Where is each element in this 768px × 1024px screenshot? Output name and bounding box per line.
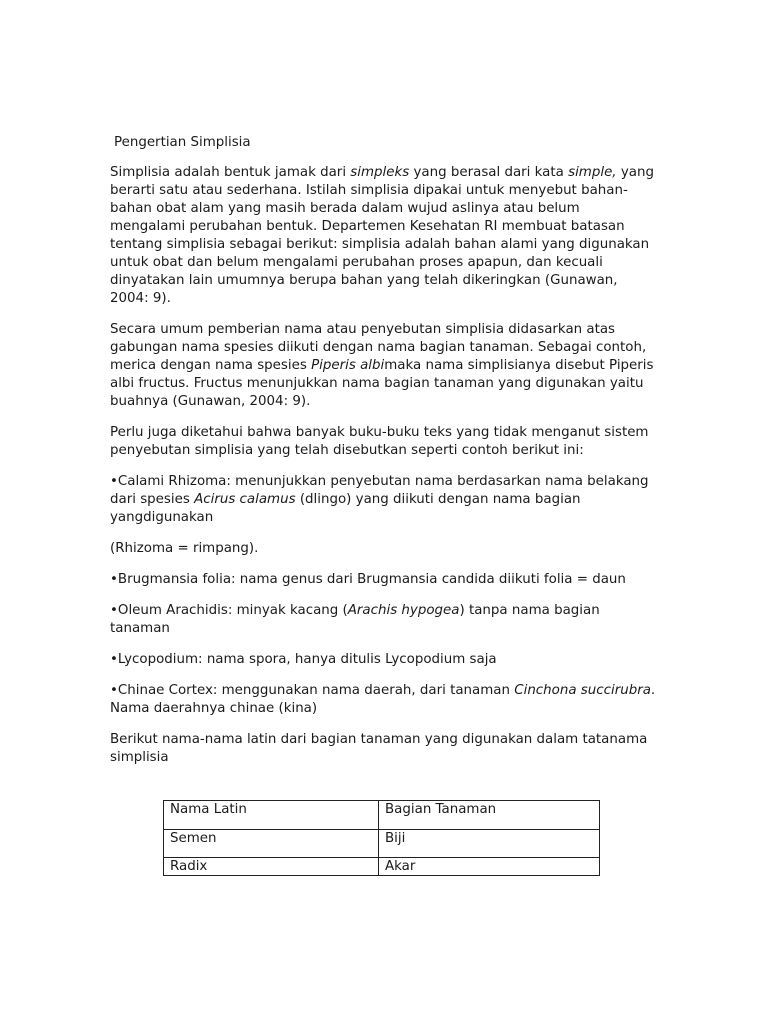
table-cell: Akar (379, 858, 600, 876)
table-cell: Semen (164, 830, 379, 858)
page-title: Pengertian Simplisia (114, 135, 251, 150)
paragraph-definition: Simplisia adalah bentuk jamak dari simpleks yang berasal dari kata simple, yang berarti satu atau sederhana. Istilah simplisia dipakai untuk menyebut bahan-bahan obat alam yang masih berada dalam wujud aslinya atau belum mengalami perubahan bentuk. Departemen Kesehatan RI membuat batasan tentang simplisia sebagai berikut: simplisia adalah bahan alami yang digunakan untuk obat dan belum mengalami perubahan proses apapun, dan kecuali dinyatakan lain umumnya berupa bahan yang telah dikeringkan (Gunawan, 2004: 9). (110, 165, 654, 306)
table-cell: Radix (164, 858, 379, 876)
document-body (110, 134, 658, 780)
bullet-brugmansia: •Brugmansia folia: nama genus dari Brugmansia candida diikuti folia = daun (110, 572, 626, 587)
paragraph-exceptions: Perlu juga diketahui bahwa banyak buku-buku teks yang tidak menganut sistem penyebutan simplisia yang telah disebutkan seperti contoh berikut ini: (110, 425, 649, 458)
bullet-oleum-arachidis: •Oleum Arachidis: minyak kacang (Arachis hypogea) tanpa nama bagian tanaman (110, 603, 600, 636)
table-row (164, 830, 600, 858)
bullet-chinae-cortex: •Chinae Cortex: menggunakan nama daerah, dari tanaman Cinchona succirubra. Nama daerahnya chinae (kina) (110, 683, 656, 716)
table-cell: Biji (379, 830, 600, 858)
table-header-row (164, 801, 600, 830)
table-header-cell: Bagian Tanaman (379, 801, 600, 830)
bullet-calami-note: (Rhizoma = rimpang). (110, 541, 259, 556)
latin-names-table (163, 800, 600, 876)
bullet-lycopodium: •Lycopodium: nama spora, hanya ditulis Lycopodium saja (110, 652, 497, 667)
paragraph-naming: Secara umum pemberian nama atau penyebutan simplisia didasarkan atas gabungan nama spesies diikuti dengan nama bagian tanaman. Sebagai contoh, merica dengan nama spesies Piperis albimaka nama simplisianya disebut Piperis albi fructus. Fructus menunjukkan nama bagian tanaman yang digunakan yaitu buahnya (Gunawan, 2004: 9). (110, 322, 654, 409)
table-header-cell: Nama Latin (164, 801, 379, 830)
table-row (164, 858, 600, 876)
paragraph-latin-names: Berikut nama-nama latin dari bagian tanaman yang digunakan dalam tatanama simplisia (110, 732, 648, 765)
bullet-calami-rhizoma: •Calami Rhizoma: menunjukkan penyebutan nama berdasarkan nama belakang dari spesies Acirus calamus (dlingo) yang diikuti dengan nama bagian yangdigunakan (110, 474, 649, 525)
